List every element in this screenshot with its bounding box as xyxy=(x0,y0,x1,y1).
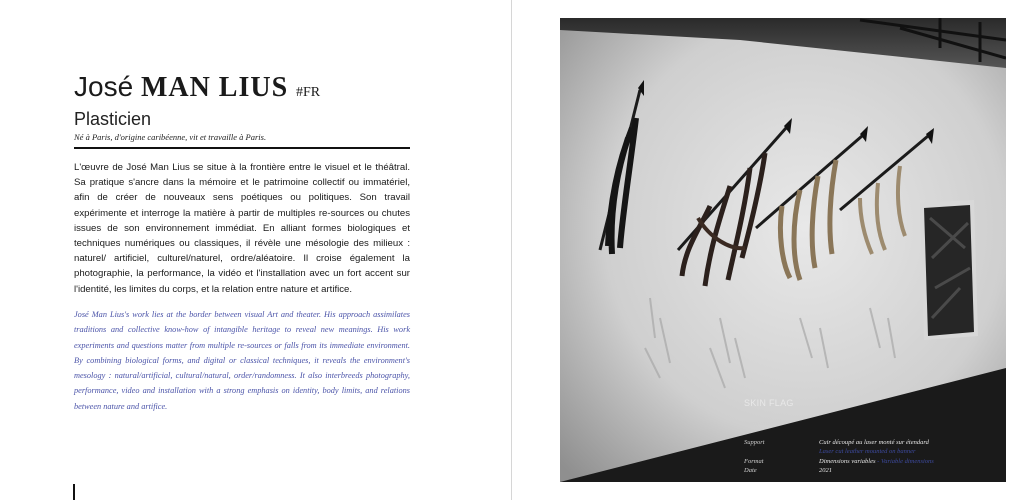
artwork-type: Installation xyxy=(744,420,774,427)
artwork-photo xyxy=(560,18,1006,482)
artist-first-name: José xyxy=(74,71,134,102)
right-page xyxy=(512,0,1024,500)
format-value-en: Variable dimensions xyxy=(880,458,934,465)
artwork-caption xyxy=(560,18,1006,482)
bio-french: L'œuvre de José Man Lius se situe à la frontière entre le visuel et le théâtral. Sa pratique s'ancre dans la mémoire et le patrimoine collectif ou immatériel, afin de créer de nouveaux sens poétiques ou politiques. Son travail expérimente et interroge la matière à partir de multiples re-sources ou chutes issues de son environnement immédiat. En alliant formes biologiques et techniques numériques ou classiques, il révèle une mésologie des milieux : naturel/ artificiel, culturel/naturel, ordre/aléatoire. Il croise également la photographie, la performance, la vidéo et l'installation avec un fort accent sur l'identité, les limites du corps, et la relation entre nature et artifice. xyxy=(74,162,410,295)
format-value xyxy=(819,458,934,465)
support-label: Support xyxy=(744,439,765,446)
artist-birth-line: Né à Paris, d'origine caribéenne, vit et travaille à Paris. xyxy=(74,132,267,142)
date-label: Date xyxy=(744,467,757,474)
support-value-fr: Cuir découpé au laser monté sur étendard xyxy=(819,439,929,446)
margin-mark xyxy=(73,484,75,500)
format-label: Format xyxy=(744,458,764,465)
artist-name xyxy=(74,70,320,110)
format-separator: - xyxy=(875,458,881,465)
bio-english: José Man Lius's work lies at the border between visual Art and theater. His approach assimilates traditions and collective know-how of intangible heritage to reveal new meanings. His work experiments and questions matter from multiple re-sources or falls from its immediate environment. By combining biological forms, and digital or classical techniques, it reveals the environment's mesology : natural/artificial, cultural/natural, order/randomness. It also interbreeds photography, performance, video and installation with a strong emphasis on identity, body limits, and relations between nature and artifice. xyxy=(74,310,410,411)
country-tag: #FR xyxy=(295,85,321,100)
left-page xyxy=(0,0,511,500)
support-value-en: Laser cut leather mounted on banner xyxy=(819,448,916,455)
date-value: 2021 xyxy=(819,467,832,474)
artist-role: Plasticien xyxy=(74,109,152,129)
header-divider xyxy=(74,147,410,149)
artwork-title: SKIN FLAG xyxy=(744,398,794,408)
artist-last-name: MAN LIUS xyxy=(140,72,289,103)
format-value-fr: Dimensions variables xyxy=(819,458,876,465)
